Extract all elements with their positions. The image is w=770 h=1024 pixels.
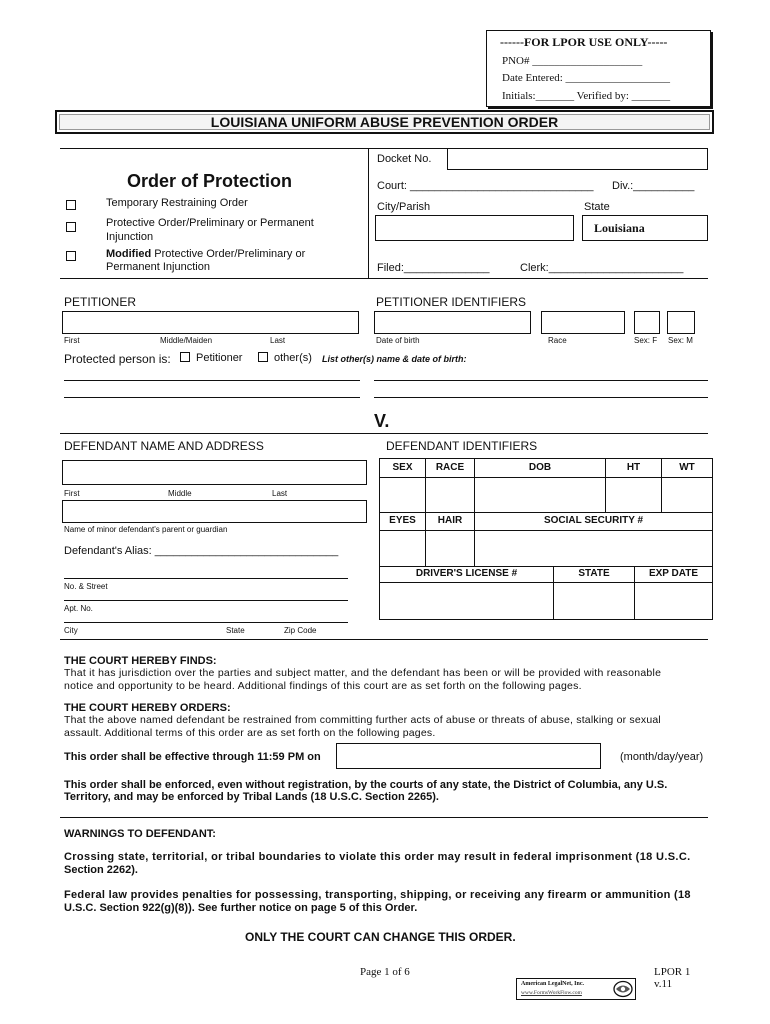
state-value: Louisiana [594,221,645,235]
col-header: EYES [389,515,416,526]
sex-m-box[interactable] [667,311,695,334]
form-version: v.11 [654,978,673,990]
docket-label: Docket No. [377,153,432,165]
others-checkbox[interactable] [258,352,268,362]
race-label: Race [548,336,567,345]
lpor-date-entered: Date Entered: ___________________ [502,72,671,84]
minor-guardian-label: Name of minor defendant's parent or guardian [64,525,228,534]
grid-line [379,582,713,583]
col-header: WT [679,462,695,473]
petitioner-name-field[interactable] [62,311,359,334]
street-line[interactable] [64,578,348,579]
docket-number-field[interactable] [447,148,708,170]
option-label-rest: Protective Order/Preliminary or [151,248,306,260]
last-label: Last [270,336,286,345]
sex-f-label: Sex: F [634,336,658,345]
col-header: DOB [528,462,552,473]
sex-m-label: Sex: M [668,336,693,345]
col-header: DRIVER'S LICENSE # [415,568,518,579]
lpor-pno: PNO# ____________________ [502,55,643,67]
orders-text: That the above named defendant be restrained from committing further acts of abuse or threats of abuse, stalking or sexual [64,714,661,726]
apt-line[interactable] [64,600,348,601]
petitioner-option-label: Petitioner [196,352,243,364]
enforcement-text: Territory, and may be enforced by Tribal Lands (18 U.S.C. Section 2265). [64,791,439,803]
others-line[interactable] [64,397,360,398]
modified-bold: Modified [106,248,152,260]
state-label: State [584,201,610,213]
clerk-field[interactable]: Clerk:______________________ [520,262,684,274]
alias-field[interactable]: Defendant's Alias: ______________________________ [64,545,339,557]
col-header: RACE [435,462,465,473]
effective-suffix: (month/day/year) [620,751,704,763]
warnings-heading: WARNINGS TO DEFENDANT: [64,828,216,840]
findings-heading: THE COURT HEREBY FINDS: [64,655,217,667]
petitioner-checkbox[interactable] [180,352,190,362]
temporary-restraining-checkbox[interactable] [66,200,76,210]
warning-text: U.S.C. Section 922(g)(8)). See further notice on page 5 of this Order. [64,902,418,914]
court-field[interactable]: Court: ______________________________ [377,180,594,192]
middle-label: Middle/Maiden [160,336,213,345]
city-label: City [64,626,78,635]
orders-text: assault. Additional terms of this order are as set forth on the following pages. [64,727,436,739]
divider [60,817,708,818]
publisher-logo-icon [613,980,633,998]
petitioner-dob-field[interactable] [374,311,531,334]
others-option-label: other(s) [274,352,312,364]
option-label [106,248,305,260]
order-heading: Order of Protection [127,171,293,191]
zip-label: Zip Code [284,626,317,635]
orders-heading: THE COURT HEREBY ORDERS: [64,702,231,714]
defendant-identifiers-heading: DEFENDANT IDENTIFIERS [386,439,538,453]
first-label: First [64,336,80,345]
lpor-box-title: ------FOR LPOR USE ONLY----- [500,35,668,49]
form-title: LOUISIANA UNIFORM ABUSE PREVENTION ORDER [210,114,559,130]
page-number: Page 1 of 6 [360,966,410,978]
div-field[interactable]: Div.:__________ [612,180,695,192]
option-label: Injunction [106,231,154,243]
publisher-site: www.FormsWorkFlow.com [521,990,582,996]
form-code: LPOR 1 [654,966,691,978]
option-label: Temporary Restraining Order [106,197,248,209]
warning-text: Crossing state, territorial, or tribal boundaries to violate this order may result in federal imprisonment (18 U.S.C. [64,851,691,863]
modified-order-checkbox[interactable] [66,251,76,261]
col-header: SOCIAL SECURITY # [543,515,644,526]
sex-f-box[interactable] [634,311,660,334]
street-label: No. & Street [64,582,108,591]
col-header: STATE [578,568,610,579]
petitioner-heading: PETITIONER [64,295,137,309]
city-line[interactable] [64,622,348,623]
col-header: HAIR [437,515,463,526]
divider [60,278,708,279]
protected-person-label: Protected person is: [64,352,171,366]
petitioner-race-field[interactable] [541,311,625,334]
last-label: Last [272,489,288,498]
enforcement-text: This order shall be enforced, even without registration, by the courts of any state, the District of Columbia, any U.S. [64,779,668,791]
city-parish-label: City/Parish [377,201,431,213]
publisher-name: American LegalNet, Inc. [521,981,584,987]
grid-line [379,477,713,478]
findings-text: notice and opportunity to be heard. Additional findings of this court are as set forth on the following pages. [64,680,582,692]
filed-field[interactable]: Filed:______________ [377,262,490,274]
defendant-name-field[interactable] [62,460,367,485]
col-header: EXP DATE [648,568,699,579]
state-label: State [226,626,245,635]
effective-date-field[interactable] [336,743,601,769]
findings-text: That it has jurisdiction over the parties and subject matter, and the defendant has been or will be provided with reasonable [64,667,662,679]
minor-guardian-field[interactable] [62,500,367,523]
warning-text: Federal law provides penalties for possessing, transporting, shipping, or receiving any firearm or ammunition (18 [64,889,691,901]
apt-label: Apt. No. [64,604,93,613]
protective-order-checkbox[interactable] [66,222,76,232]
versus: V. [374,411,390,431]
divider [60,433,708,434]
lpor-initials: Initials:_______ Verified by: _______ [502,90,671,102]
only-court-notice: ONLY THE COURT CAN CHANGE THIS ORDER. [245,930,516,944]
divider [60,639,708,640]
col-header: SEX [392,462,413,473]
petitioner-identifiers-heading: PETITIONER IDENTIFIERS [376,295,527,309]
effective-label: This order shall be effective through 11:59 PM on [64,751,321,763]
col-header: HT [626,462,641,473]
grid-line [379,530,713,531]
others-line[interactable] [374,380,708,381]
first-label: First [64,489,80,498]
city-parish-field[interactable] [375,215,574,241]
middle-label: Middle [168,489,192,498]
dob-label: Date of birth [376,336,420,345]
warning-text: Section 2262). [64,864,138,876]
others-line[interactable] [64,380,360,381]
option-label: Protective Order/Preliminary or Permanent [106,217,314,229]
others-note: List other(s) name & date of birth: [322,354,467,364]
others-line[interactable] [374,397,708,398]
option-label: Permanent Injunction [106,261,210,273]
divider [368,148,369,278]
defendant-heading: DEFENDANT NAME AND ADDRESS [64,439,264,453]
